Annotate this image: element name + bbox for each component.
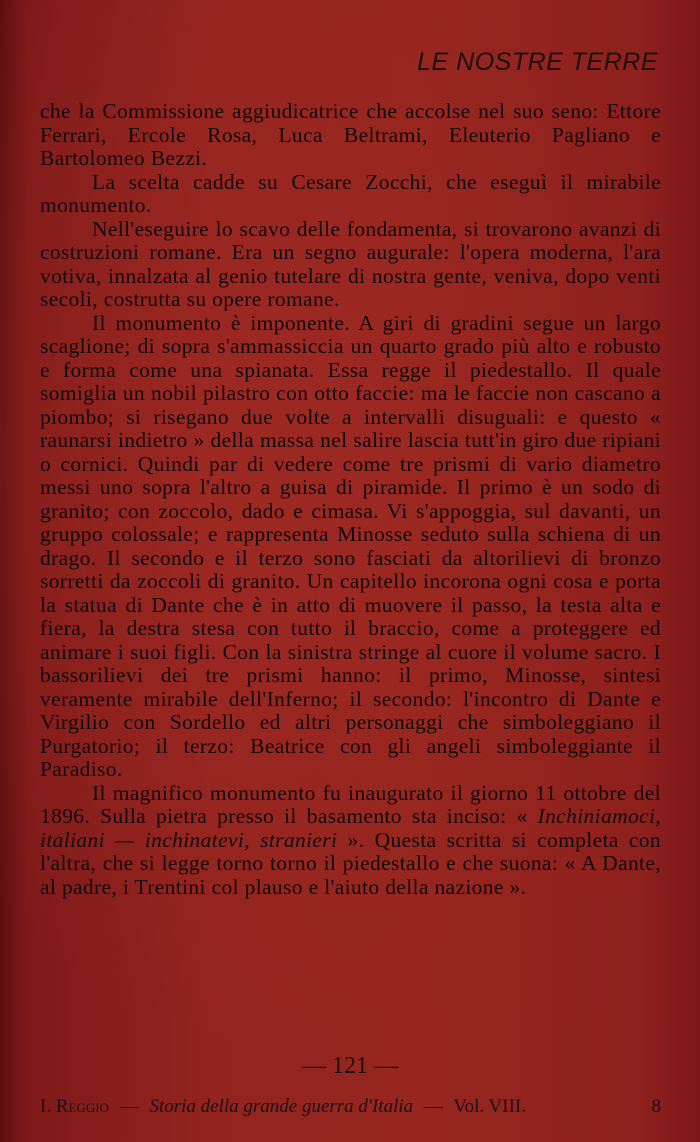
inscription-text: Inchiniamoci, italiani — inchinatevi, stranieri [40,804,661,852]
paragraph-5-after: ». Questa scritta si completa con l'altra, che si legge torno torno il piedestallo e che suona: « A Dante, al padre, i Trentini col plauso e l'aiuto della nazione ». [40,827,661,899]
paragraph-3: Nell'eseguire lo scavo delle fondamenta, si trovarono avanzi di costruzioni romane. Era un segno augurale: l'opera moderna, l'ara votiva, innalzata al genio tutelare di nostra gente, veniva, dopo venti secoli, costrutta su opere romane. [40,216,661,311]
body-text [40,100,661,899]
footer-citation [40,1096,532,1118]
paragraph-4: Il monumento è imponente. A giri di gradini segue un largo scaglione; di sopra s'ammassiccia un quarto grado più alto e robusto e forma come una spianata. Essa regge il piedestallo. Il quale somiglia un nobil pilastro con otto faccie: ma le faccie non cascano a piombo; si risegano due volte a intervalli disuguali: e questo « raunarsi indietro » della massa nel salire lascia tutt'in giro due ripiani o cornici. Quindi par di vedere come tre prismi di vario diametro messi uno sopra l'altro a guisa di piramide. Il primo è un sodo di granito; con zoccolo, dado e cimasa. Vi s'appoggia, sul davanti, un gruppo colossale; e rappresenta Minosse seduto sulla schiena di un drago. Il secondo e il terzo sono fasciati da altorilievi di bronzo sorretti da zoccoli di granito. Un capitello incorona ogni cosa e porta la statua di Dante che è in atto di muovere il passo, la testa alta e fiera, la destra stesa con tutto il braccio, come a proteggere ed animare i suoi figli. Con la sinistra stringe al cuore il volume sacro. I bassorilievi dei tre prismi hanno: il primo, Minosse, sintesi veramente mirabile dell'Inferno; il secondo: l'incontro di Dante e Virgilio con Sordello ed altri personaggi che simboleggiano il Purgatorio; il terzo: Beatrice con gli angeli simboleggiante il Paradiso. [40,310,661,781]
paragraph-5-before: Il magnifico monumento fu inaugurato il giorno 11 ottobre del 1896. Sulla pietra presso il basamento sta inciso: « [40,780,661,828]
running-head: LE NOSTRE TERRE [417,48,658,76]
footer-volume: Vol. VIII. [453,1096,526,1117]
signature-mark: 8 [651,1096,661,1117]
paragraph-2: La scelta cadde su Cesare Zocchi, che eseguì il mirabile monumento. [40,169,661,217]
page-number: — 121 — [302,1053,398,1079]
page-footer [40,1096,661,1118]
paragraph-5 [40,782,661,900]
footer-dash-2: — [423,1096,443,1117]
footer-title: Storia della grande guerra d'Italia [149,1096,414,1117]
footer-dash-1: — [119,1096,139,1117]
footer-author: I. Reggio [40,1096,109,1117]
paragraph-1: che la Commissione aggiudicatrice che accolse nel suo seno: Ettore Ferrari, Ercole Rosa, Luca Beltrami, Eleuterio Pagliano e Bartolomeo Bezzi. [40,99,661,170]
